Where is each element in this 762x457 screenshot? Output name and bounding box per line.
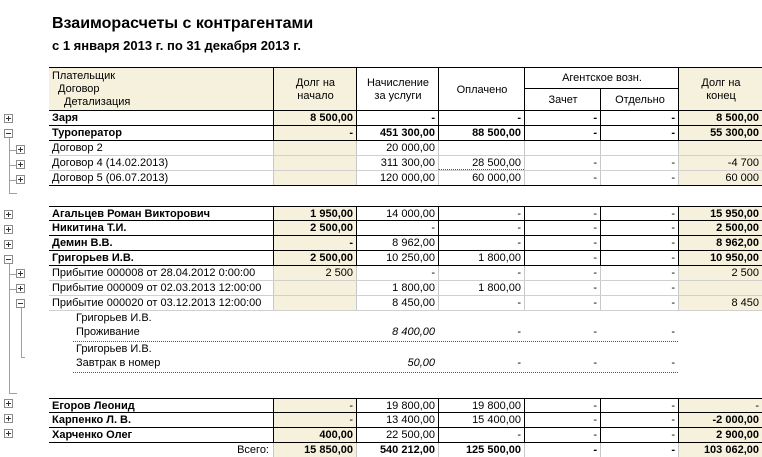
table-row[interactable]: Григорьев И.В. 2 500,00 10 250,00 1 800,00 - - 10 950,00 xyxy=(49,251,762,266)
collapse-toggle-icon[interactable] xyxy=(16,299,25,308)
report-period: с 1 января 2013 г. по 31 декабря 2013 г. xyxy=(52,38,301,53)
table-row[interactable]: Карпенко Л. В. - 13 400,00 15 400,00 - - -2 000,00 xyxy=(49,413,762,428)
collapse-toggle-icon[interactable] xyxy=(4,129,13,138)
table-row[interactable]: Прибытие 000009 от 02.03.2013 12:00:00 1 800,00 1 800,00 - - xyxy=(49,281,762,296)
header-debt-end: Долг на конец xyxy=(678,68,762,110)
spacer-row xyxy=(49,373,762,398)
table-row[interactable]: Прибытие 000008 от 28.04.2012 0:00:00 2 500 - - - - 2 500 xyxy=(49,266,762,281)
header-agent-fee: Агентское возн. xyxy=(524,68,678,89)
table-row[interactable]: Прибытие 000020 от 03.12.2013 12:00:00 8 450,00 - - - 8 450 xyxy=(49,296,762,311)
table-row[interactable]: Заря 8 500,00 - - - - 8 500,00 xyxy=(49,111,762,126)
table-row[interactable]: Договор 5 (06.07.2013) 120 000,00 60 000,00 - - 60 000 xyxy=(49,171,762,186)
expand-toggle-icon[interactable] xyxy=(4,399,13,408)
table-row[interactable]: Агальцев Роман Викторович 1 950,00 14 000,00 - - - 15 950,00 xyxy=(49,206,762,221)
table-row[interactable]: Егоров Леонид - 19 800,00 19 800,00 - - - xyxy=(49,398,762,413)
expand-toggle-icon[interactable] xyxy=(16,269,25,278)
expand-toggle-icon[interactable] xyxy=(4,414,13,423)
spacer-row xyxy=(49,186,762,206)
outline-gutter xyxy=(0,0,26,457)
expand-toggle-icon[interactable] xyxy=(4,210,13,219)
header-name-cell xyxy=(49,68,273,110)
expand-toggle-icon[interactable] xyxy=(4,240,13,249)
detail-row[interactable]: Завтрак в номер 50,00 - - - xyxy=(49,356,762,373)
expand-toggle-icon[interactable] xyxy=(4,225,13,234)
table-row[interactable]: Договор 4 (14.02.2013) 311 300,00 28 500,00 - - -4 700 xyxy=(49,156,762,171)
table-row[interactable]: Никитина Т.И. 2 500,00 - - - - 2 500,00 xyxy=(49,221,762,236)
header-debt-start: Долг на начало xyxy=(273,68,356,110)
expand-toggle-icon[interactable] xyxy=(16,160,25,169)
table-row[interactable]: Демин В.В. - 8 962,00 - - - 8 962,00 xyxy=(49,236,762,251)
expand-toggle-icon[interactable] xyxy=(16,284,25,293)
header-offset: Зачет xyxy=(524,89,600,110)
detail-row[interactable]: Проживание 8 400,00 - - - xyxy=(49,325,762,342)
report-title: Взаиморасчеты с контрагентами xyxy=(52,15,314,32)
expand-toggle-icon[interactable] xyxy=(4,114,13,123)
header-paid: Оплачено xyxy=(438,68,524,110)
expand-toggle-icon[interactable] xyxy=(16,145,25,154)
header-detail: Детализация xyxy=(64,96,131,108)
expand-toggle-icon[interactable] xyxy=(16,175,25,184)
settlements-table xyxy=(49,67,762,457)
table-header xyxy=(49,67,762,111)
header-payer: Плательщик xyxy=(52,70,116,82)
table-row[interactable]: Договор 2 20 000,00 xyxy=(49,141,762,156)
table-row[interactable]: Туроператор - 451 300,00 88 500,00 - - 55 300,00 xyxy=(49,126,762,141)
detail-row[interactable]: Григорьев И.В. xyxy=(76,312,152,324)
collapse-toggle-icon[interactable] xyxy=(4,255,13,264)
header-separate: Отдельно xyxy=(600,89,678,110)
expand-toggle-icon[interactable] xyxy=(4,429,13,438)
header-contract: Договор xyxy=(58,83,100,95)
detail-row[interactable]: Григорьев И.В. xyxy=(76,343,152,355)
total-row: Всего: 15 850,00 540 212,00 125 500,00 - - 103 062,00 xyxy=(49,443,762,457)
table-row[interactable]: Харченко Олег 400,00 22 500,00 - - - 2 900,00 xyxy=(49,428,762,443)
header-charged: Начисление за услуги xyxy=(356,68,438,110)
